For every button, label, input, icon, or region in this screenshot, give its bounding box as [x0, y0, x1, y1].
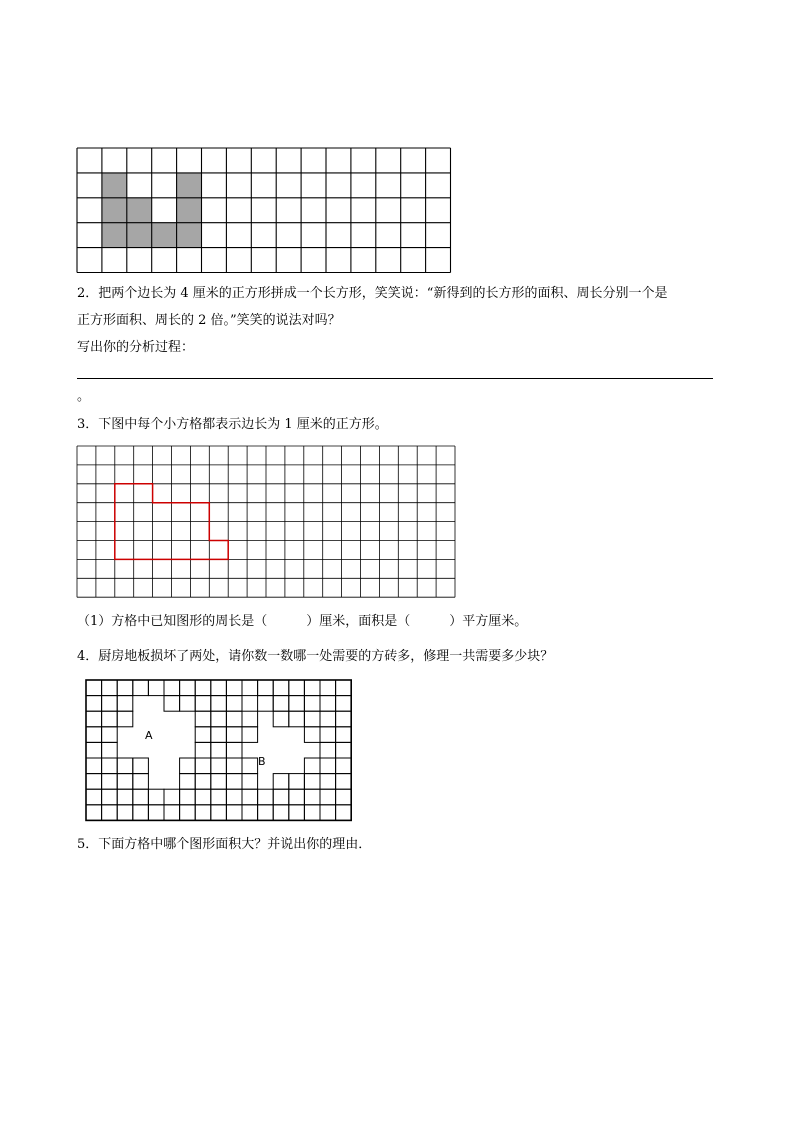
question-4-text: 4．厨房地板损坏了两处，请你数一数哪一处需要的方砖多，修理一共需要多少块？ [77, 649, 554, 664]
damaged-area-b-label: B [258, 755, 266, 768]
question-2-line-2: 正方形面积、周长的 2 倍。”笑笑的说法对吗？ [77, 313, 341, 328]
question-5-text: 5．下面方格中哪个图形面积大？并说出你的理由． [77, 837, 372, 852]
question-3-text: 3．下图中每个小方格都表示边长为 1 厘米的正方形。 [77, 417, 388, 432]
damaged-area-a-label: A [145, 729, 153, 742]
answer-end-mark: 。 [77, 389, 91, 404]
floor-tiles [86, 680, 351, 820]
analysis-prompt: 写出你的分析过程： [77, 340, 195, 355]
floor-border [86, 680, 351, 820]
question-3-sub-1: （1）方格中已知图形的周长是（ ）厘米，面积是（ ）平方厘米。 [77, 614, 528, 629]
question-2-line-1: 2．把两个边长为 4 厘米的正方形拼成一个长方形，笑笑说：“新得到的长方形的面积、周长分别一个是 [77, 286, 668, 301]
